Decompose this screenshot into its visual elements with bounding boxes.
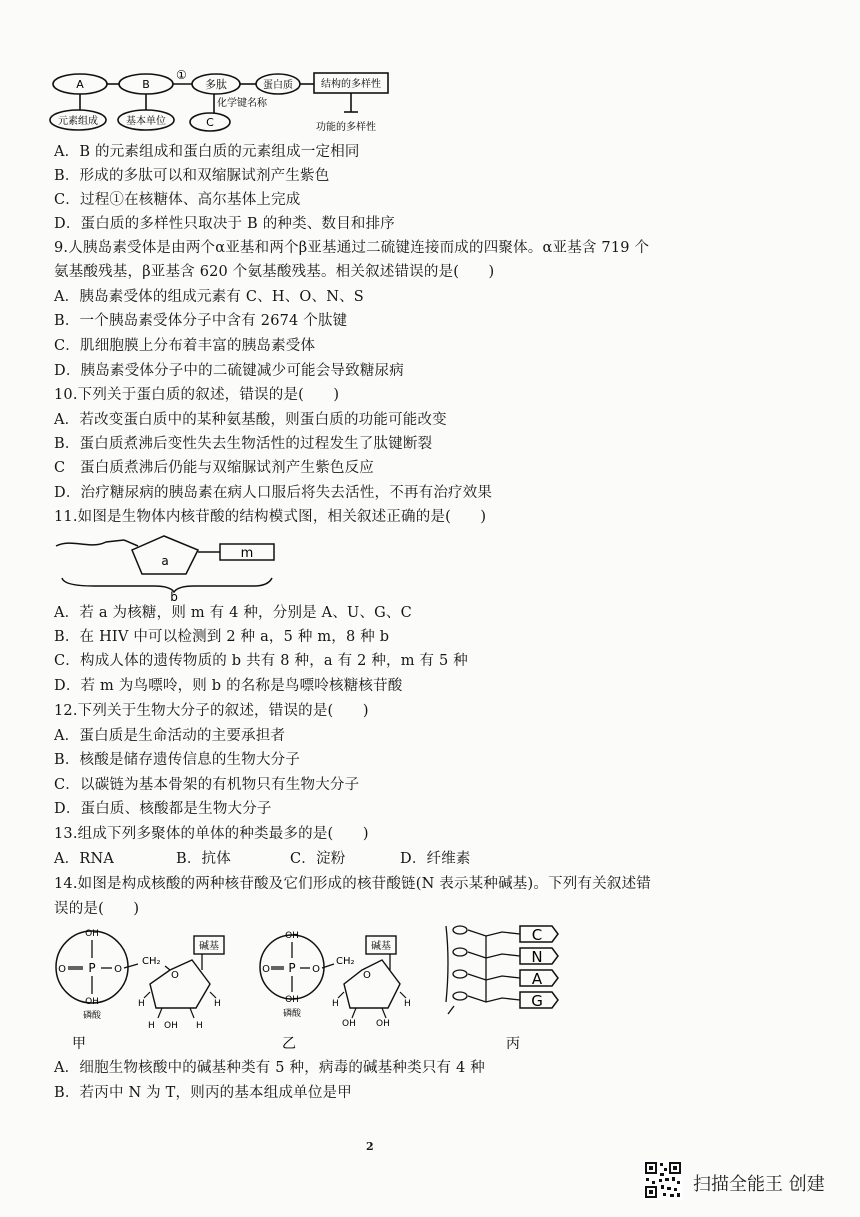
svg-text:O: O [262,964,270,975]
svg-text:H: H [332,999,339,1009]
q9-option-b: B．一个胰岛素受体分子中含有 2674 个肽键 [54,313,348,329]
panel-label-bing: 丙 [506,1036,520,1052]
node-peptide: 多肽 [205,78,227,91]
watermark-text: 扫描全能王 创建 [693,1174,825,1195]
nucleotide-jia [56,929,224,1031]
svg-text:OH: OH [285,931,299,941]
q13-option-a: A．RNA [54,851,115,867]
q8-option-b: B．形成的多肽可以和双缩脲试剂产生紫色 [54,168,330,184]
q13-option-c: C．淀粉 [290,851,346,867]
q14-option-b: B．若丙中 N 为 T，则丙的基本组成单位是甲 [54,1085,352,1101]
svg-text:O: O [312,964,320,975]
panel-label-yi: 乙 [282,1036,296,1052]
svg-text:H: H [214,999,221,1009]
svg-text:OH: OH [85,929,99,939]
bond-label: 化学键名称 [217,98,267,109]
node-a: A [76,78,84,91]
q8-option-d: D．蛋白质的多样性只取决于 B 的种类、数目和排序 [54,216,395,232]
q10-option-c: C 蛋白质煮沸后仍能与双缩脲试剂产生紫色反应 [54,460,374,476]
svg-text:CH₂: CH₂ [336,956,355,967]
panel-label-jia: 甲 [72,1036,86,1052]
nucleotide-yi [260,931,411,1029]
svg-text:H: H [404,999,411,1009]
svg-text:OH: OH [285,995,299,1005]
q9-option-c: C．肌细胞膜上分布着丰富的胰岛素受体 [54,338,316,354]
q12-option-d: D．蛋白质、核酸都是生物大分子 [54,801,272,817]
q14-stem-line2: 误的是( ) [54,901,140,917]
q10-stem: 10.下列关于蛋白质的叙述，错误的是( ) [54,387,340,403]
q10-option-d: D．治疗糖尿病的胰岛素在病人口服后将失去活性，不再有治疗效果 [54,485,493,501]
q11-stem: 11.如图是生物体内核苷酸的结构模式图，相关叙述正确的是( ) [54,509,487,525]
node-protein: 蛋白质 [263,80,293,91]
nucleotide-structures-diagram [50,922,610,1052]
q13-options [54,849,471,869]
q8-option-a: A．B 的元素组成和蛋白质的元素组成一定相同 [54,144,360,160]
svg-text:O: O [114,964,122,975]
q11-option-a: A．若 a 为核糖，则 m 有 4 种，分别是 A、U、G、C [54,605,412,621]
svg-text:OH: OH [376,1019,390,1029]
nucleotide-chain-bing [446,926,558,1014]
node-element-composition: 元素组成 [58,116,98,127]
svg-text:O: O [363,970,371,981]
chain-base-2: N [531,948,543,966]
q14-option-a: A．细胞生物核酸中的碱基种类有 5 种，病毒的碱基种类只有 4 种 [54,1060,485,1076]
process-label: ① [176,68,187,82]
nucleotide-b-label: b [170,590,178,602]
q13-option-d: D．纤维素 [400,851,471,867]
node-c: C [206,116,214,129]
scanner-watermark [643,1160,843,1200]
chain-base-3: A [531,970,543,988]
sugar-a-label: a [161,554,169,568]
q9-stem-line1: 9.人胰岛素受体是由两个α亚基和两个β亚基通过二硫键连接而成的四聚体。α亚基含 719 个 [54,240,650,256]
q12-option-b: B．核酸是储存遗传信息的生物大分子 [54,752,301,768]
node-structural-diversity: 结构的多样性 [321,79,381,90]
q12-option-c: C．以碳链为基本骨架的有机物只有生物大分子 [54,777,360,793]
base-label-jia: 碱基 [199,941,219,952]
q12-option-a: A．蛋白质是生命活动的主要承担者 [54,728,286,744]
protein-concept-diagram [48,68,448,138]
q10-option-b: B．蛋白质煮沸后变性失去生物活性的过程发生了肽键断裂 [54,436,433,452]
page-number: 2 [366,1140,374,1153]
q9-stem-line2: 氨基酸残基，β亚基含 620 个氨基酸残基。相关叙述错误的是( ) [54,264,495,280]
nucleotide-diagram [54,532,294,602]
chain-base-4: G [531,992,543,1010]
q9-option-d: D．胰岛素受体分子中的二硫键减少可能会导致糖尿病 [54,363,404,379]
q11-option-b: B．在 HIV 中可以检测到 2 种 a，5 种 m，8 种 b [54,629,390,645]
svg-text:OH: OH [164,1021,178,1031]
qr-code-icon [643,1160,683,1200]
node-functional-diversity: 功能的多样性 [316,122,376,133]
base-m-label: m [240,546,254,561]
base-label-yi: 碱基 [371,941,391,952]
q9-option-a: A．胰岛素受体的组成元素有 C、H、O、N、S [54,289,364,305]
svg-text:P: P [288,961,296,975]
svg-text:H: H [148,1021,155,1031]
node-basic-unit: 基本单位 [126,116,166,127]
svg-text:O: O [171,970,179,981]
phosphate-label-jia: 磷酸 [82,1011,102,1021]
q14-stem-line1: 14.如图是构成核酸的两种核苷酸及它们形成的核苷酸链(N 表示某种碱基)。下列有关叙述错 [54,876,651,892]
svg-text:O: O [58,964,66,975]
q13-stem: 13.组成下列多聚体的单体的种类最多的是( ) [54,826,369,842]
q13-option-b: B．抗体 [176,851,231,867]
q10-option-a: A．若改变蛋白质中的某种氨基酸，则蛋白质的功能可能改变 [54,412,447,428]
q8-option-c: C．过程①在核糖体、高尔基体上完成 [54,192,301,208]
svg-text:H: H [138,999,145,1009]
svg-text:OH: OH [85,997,99,1007]
svg-text:P: P [88,961,96,975]
phosphate-label-yi: 磷酸 [282,1009,302,1019]
svg-text:OH: OH [342,1019,356,1029]
chain-base-1: C [531,926,543,944]
node-b: B [142,78,150,91]
q11-option-d: D．若 m 为鸟嘌呤，则 b 的名称是鸟嘌呤核糖核苷酸 [54,678,403,694]
svg-text:CH₂: CH₂ [142,956,161,967]
q11-option-c: C．构成人体的遗传物质的 b 共有 8 种，a 有 2 种，m 有 5 种 [54,653,468,669]
svg-text:H: H [196,1021,203,1031]
q12-stem: 12.下列关于生物大分子的叙述，错误的是( ) [54,703,369,719]
